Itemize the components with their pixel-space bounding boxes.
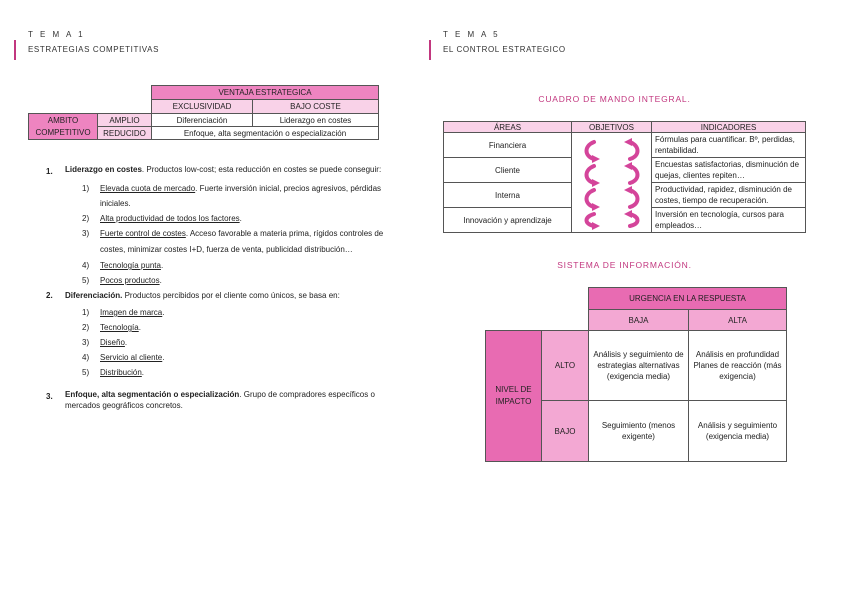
estrategias-table [28,85,379,140]
cmi-title: CUADRO DE MANDO INTEGRAL. [538,94,691,104]
list-item: 3. Enfoque, alta segmentación o especialización. Grupo de compradores específicos o mercados geográficos concretos. [46,390,375,410]
urgencia-header: URGENCIA EN LA RESPUESTA [589,288,787,310]
tema-1-label: T E M A 1 [28,30,86,39]
col-objetivos: OBJETIVOS [572,122,652,133]
row-amplio: AMPLIO [98,114,152,127]
indicador-cell: Fórmulas para cuantificar. Bº, perdidas, rentabilidad. [652,133,806,158]
list-item: 4) Tecnología punta. [82,261,164,270]
col-bajo-coste: BAJO COSTE [253,100,379,114]
area-cell: Financiera [444,133,572,158]
ambito-header: AMBITO COMPETITIVO [29,114,98,140]
col-alta: ALTA [689,310,787,331]
col-baja: BAJA [589,310,689,331]
estrategias-list [46,164,401,411]
tema-5-subtitle: EL CONTROL ESTRATEGICO [443,45,566,54]
list-item: 5) Pocos productos. [82,276,162,285]
cell-liderazgo: Liderazgo en costes [253,114,379,127]
indicador-cell: Encuestas satisfactorias, disminución de quejas, clientes repiten… [652,158,806,183]
area-cell: Cliente [444,158,572,183]
list-item: 3) Fuerte control de costes. Acceso favorable a materia prima, rígidos controles de costes, minimizar costes I+D, fuerza de venta, publicidad distribución… [82,229,384,254]
nivel-impacto-header: NIVEL DE IMPACTO [486,331,542,462]
cmi-table [443,121,806,233]
tema-1-subtitle: ESTRATEGIAS COMPETITIVAS [28,45,160,54]
col-indicadores: INDICADORES [652,122,806,133]
row-reducido: REDUCIDO [98,127,152,140]
list-item: 5) Distribución. [82,368,145,377]
list-item: 3) Diseño. [82,338,128,347]
cycle-arrows-icon [576,134,648,230]
cell-bajo-baja: Seguimiento (menos exigente) [589,401,689,462]
cell-diferenciacion: Diferenciación [152,114,253,127]
area-cell: Innovación y aprendizaje [444,208,572,233]
cell-enfoque: Enfoque, alta segmentación o especialización [152,127,379,140]
row-alto: ALTO [542,331,589,401]
objetivos-cell [572,133,652,233]
right-accent-bar [429,40,431,60]
list-item: 4) Servicio al cliente. [82,353,165,362]
left-accent-bar [14,40,16,60]
list-item: 2. Diferenciación. Productos percibidos por el cliente como únicos, se basa en: [46,291,340,300]
indicador-cell: Productividad, rapidez, disminución de costes, tiempo de recuperación. [652,183,806,208]
si-title: SISTEMA DE INFORMACIÓN. [557,260,692,270]
row-bajo: BAJO [542,401,589,462]
list-item: 1) Elevada cuota de mercado. Fuerte inversión inicial, precios agresivos, pérdidas iniciales. [82,184,382,208]
list-item: 1. Liderazgo en costes. Productos low-cost; esta reducción en costes se puede conseguir: [46,165,382,176]
indicador-cell: Inversión en tecnología, cursos para empleados… [652,208,806,233]
cell-alto-baja: Análisis y seguimiento de estrategias alternativas (exigencia media) [589,331,689,401]
col-areas: ÁREAS [444,122,572,133]
list-item: 1) Imagen de marca. [82,308,165,317]
col-exclusividad: EXCLUSIVIDAD [152,100,253,114]
si-table [485,287,787,462]
list-item: 2) Tecnología. [82,323,141,332]
cell-alto-alta: Análisis en profundidad Planes de reacción (más exigencia) [689,331,787,401]
tema-5-label: T E M A 5 [443,30,501,39]
cell-bajo-alta: Análisis y seguimiento (exigencia media) [689,401,787,462]
ventaja-header: VENTAJA ESTRATEGICA [152,86,379,100]
area-cell: Interna [444,183,572,208]
list-item: 2) Alta productividad de todos los factores. [82,214,242,223]
